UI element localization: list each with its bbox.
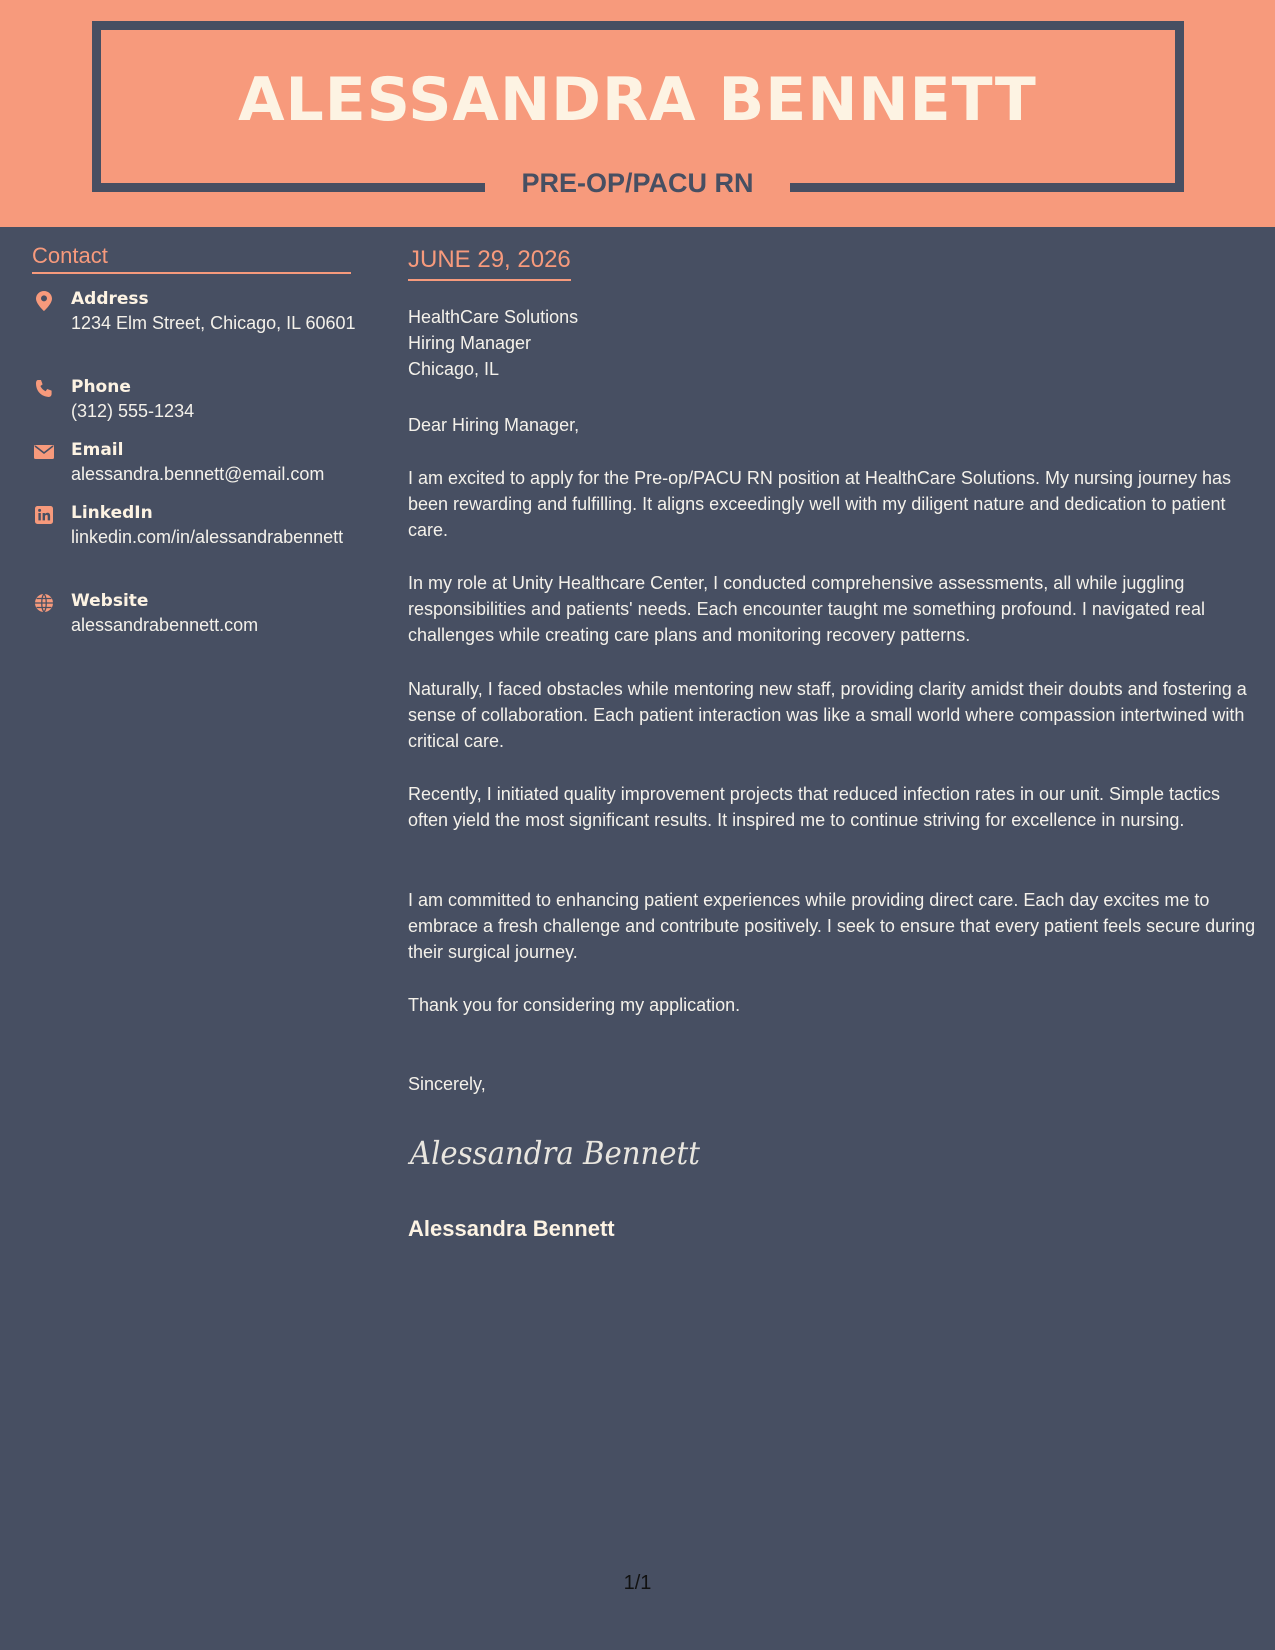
closing-line: Sincerely, [408,1074,486,1094]
thank-you-line: Thank you for considering my application. [408,995,741,1015]
letter-date: JUNE 29, 2026 [408,245,571,281]
globe-icon [32,591,56,615]
contact-value[interactable]: alessandrabennett.com [71,615,259,635]
recipient-company: HealthCare Solutions [408,307,579,327]
contact-label: Phone [71,377,131,397]
contact-heading: Contact [32,242,351,274]
body-paragraph: I am excited to apply for the Pre-op/PACU RN position at HealthCare Solutions. My nursing journey has been rewarding and fulfilling. It aligns exceedingly well with my diligent nature and dedication to patient care. [408,468,1232,540]
phone-icon [32,377,56,401]
contact-value[interactable]: linkedin.com/in/alessandrabennett [71,527,344,547]
linkedin-icon [32,503,56,527]
page-number: 1/1 [623,1572,652,1594]
salutation: Dear Hiring Manager, [408,415,580,435]
contact-label: Address [71,289,149,309]
signer-name: Alessandra Bennett [408,1216,615,1241]
contact-label: LinkedIn [71,503,153,523]
recipient-location: Chicago, IL [408,359,500,379]
body-paragraph: I am committed to enhancing patient experiences while providing direct care. Each day excites me to embrace a fresh challenge and contribute positively. I seek to ensure that every patient feels secure during their surgical journey. [408,890,1256,962]
recipient-title: Hiring Manager [408,333,532,353]
header-banner [0,0,1275,227]
contact-value: alessandra.bennett@email.com [71,464,325,484]
body-paragraph: In my role at Unity Healthcare Center, I conducted comprehensive assessments, all while juggling responsibilities and patients' needs. Each encounter taught me something profound. I navigated real challenges while creating care plans and monitoring recovery patterns. [408,573,1205,645]
map-pin-icon [32,289,56,313]
handwritten-signature [407,1126,701,1176]
svg-text:Alessandra Bennett: Alessandra Bennett [407,1134,701,1172]
recipient-block [408,304,1248,382]
contact-value: (312) 555-1234 [71,401,195,421]
candidate-role: PRE-OP/PACU RN [521,168,754,198]
contact-label: Website [71,591,149,611]
contact-label: Email [71,440,124,460]
candidate-name: ALESSANDRA BENNETT [238,65,1037,135]
body-paragraph: Recently, I initiated quality improvement projects that reduced infection rates in our unit. Simple tactics often yield the most significant results. It inspired me to continue striving for excellence in nursing. [408,784,1221,830]
envelope-icon [32,440,56,464]
body-paragraph: Naturally, I faced obstacles while mentoring new staff, providing clarity amidst their doubts and fostering a sense of collaboration. Each patient interaction was like a small world where compassion intertwined with critical care. [408,679,1247,751]
contact-value: 1234 Elm Street, Chicago, IL 60601 [71,313,356,333]
